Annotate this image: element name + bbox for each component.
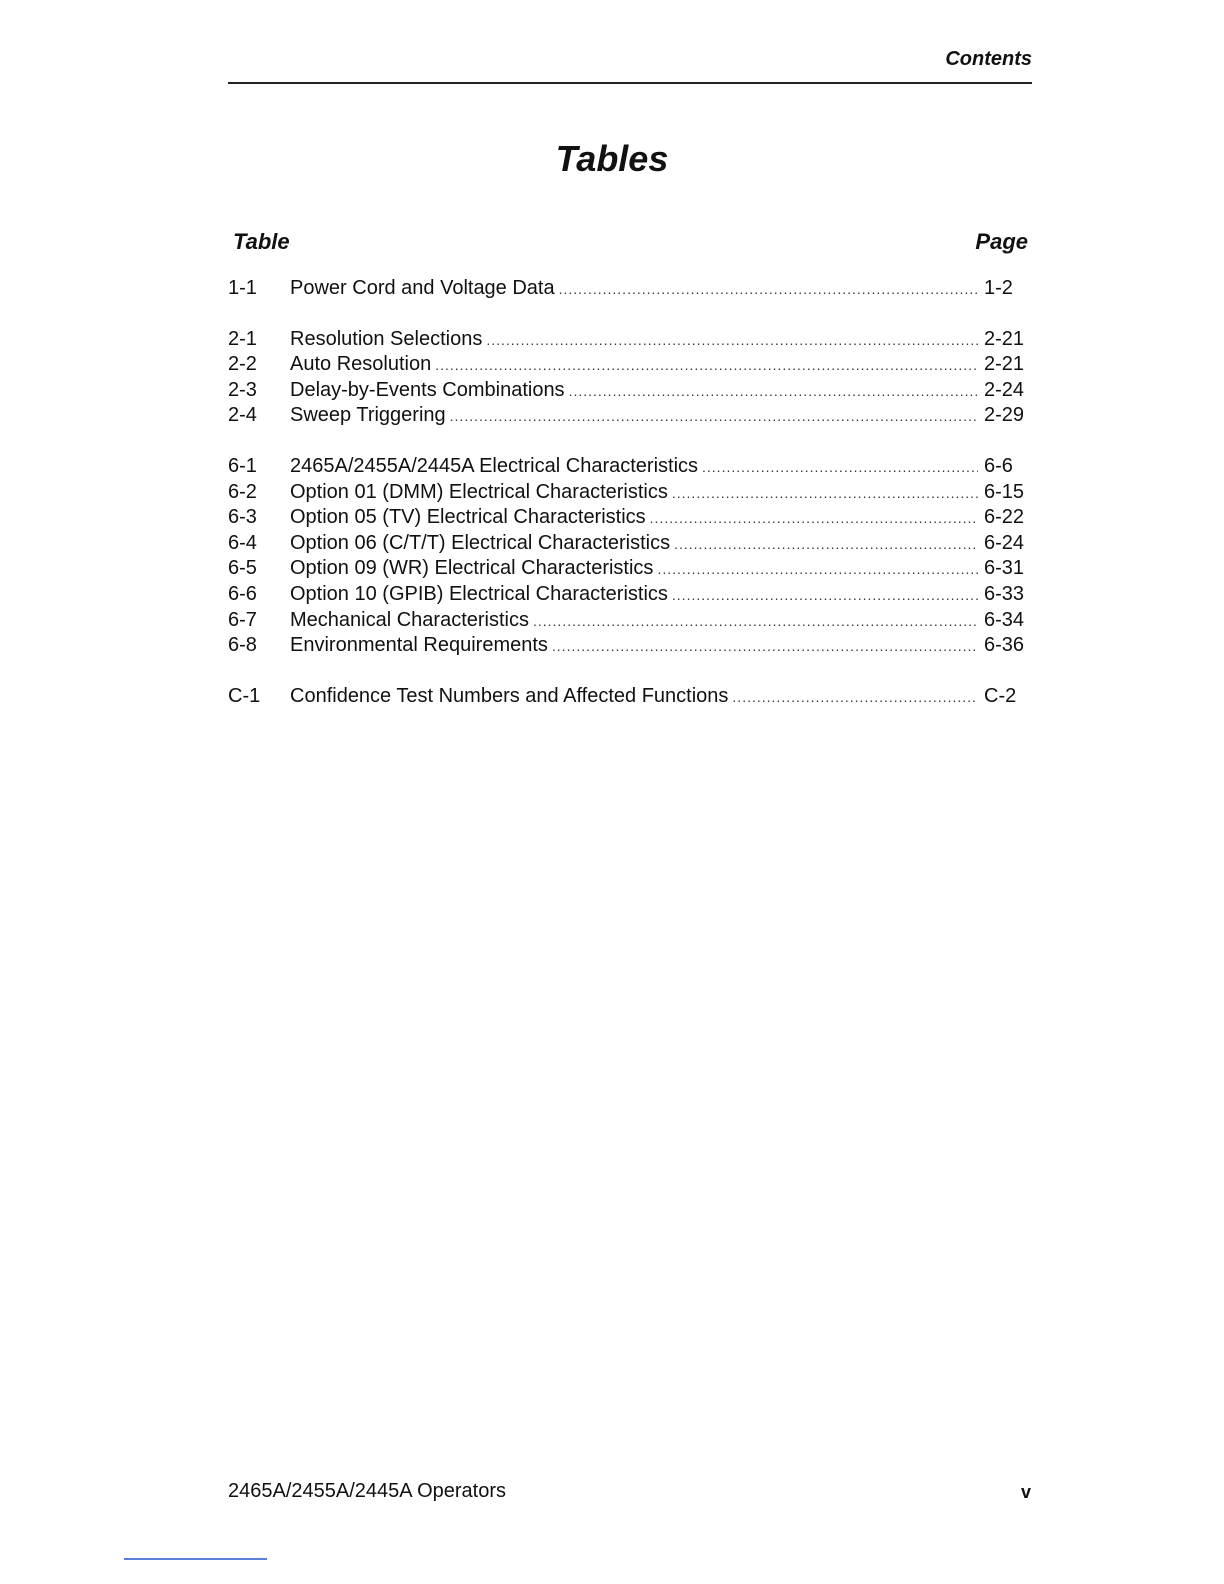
toc-entry-page: 6-6 [984,454,1013,477]
toc-entry-number: 2-2 [228,353,257,376]
toc-entry-title: Mechanical Characteristics [290,608,529,631]
dot-leader [702,459,978,475]
toc-entry-page: 6-22 [984,506,1025,529]
toc-entry-page: 2-29 [984,404,1025,427]
toc-entry-number: 6-6 [228,582,257,605]
section-label: Contents [945,48,1032,70]
toc-entry[interactable] [228,455,1028,481]
toc-entry[interactable] [228,481,1028,507]
toc-entry[interactable] [228,379,1028,405]
toc-entry-title: Confidence Test Numbers and Affected Functions [290,684,729,707]
toc-entry-number: 6-8 [228,634,257,657]
toc-entry[interactable] [228,583,1028,609]
toc-entry-page: 6-24 [984,531,1025,554]
toc-entry-title: Delay-by-Events Combinations [290,378,565,401]
toc-entry-number: 2-3 [228,378,257,401]
page-title: Tables [555,138,669,179]
toc-entry-page: C-2 [984,684,1017,707]
toc-entry[interactable] [228,532,1028,558]
toc-entry[interactable] [228,277,1028,303]
toc-entry[interactable] [228,404,1028,430]
dot-leader [650,510,978,526]
toc-entry[interactable] [228,557,1028,583]
dot-leader [486,332,978,348]
toc-entry-page: 1-2 [984,277,1013,299]
toc-entry[interactable] [228,634,1028,660]
dot-leader [672,587,978,603]
toc-entry-number: 2-1 [228,327,257,350]
toc-entry-title: Option 06 (C/T/T) Electrical Characteristics [290,531,671,554]
dot-leader [435,357,978,373]
toc-group [228,455,1028,660]
toc-entry-number: 6-5 [228,557,257,580]
toc-entry-number: 6-1 [228,454,257,477]
table-column-heading: Table [233,229,290,254]
toc-entry-number: 6-4 [228,531,257,554]
toc-entry-page: 6-33 [984,582,1025,605]
dot-leader [450,408,978,424]
footer-document-title: 2465A/2455A/2445A Operators [228,1480,506,1502]
toc-entry-title: Option 05 (TV) Electrical Characteristics [290,506,646,529]
page-column-heading: Page [975,229,1028,254]
toc-entry-page: 6-36 [984,634,1025,657]
dot-leader [533,613,978,629]
toc-group [228,328,1028,430]
toc-entry-title: Option 01 (DMM) Electrical Characteristics [290,480,668,503]
toc-entry[interactable] [228,506,1028,532]
dot-leader [672,485,978,501]
toc-entry-title: Resolution Selections [290,327,483,350]
toc-entry-number: 2-4 [228,404,257,427]
toc-group [228,685,1028,711]
toc-entry-title: Power Cord and Voltage Data [290,277,555,299]
dot-leader [552,638,978,654]
toc-entry[interactable] [228,353,1028,379]
toc-entry-number: 6-2 [228,480,257,503]
toc-entry-title: Option 09 (WR) Electrical Characteristics [290,557,654,580]
toc-entry-page: 2-24 [984,378,1025,401]
toc-entry-title: Auto Resolution [290,353,432,376]
dot-leader [674,536,978,552]
footer-page-number: v [1020,1482,1031,1502]
toc-entry-number: C-1 [228,684,261,707]
table-of-tables [228,277,1028,735]
toc-entry-title: Option 10 (GPIB) Electrical Characteristics [290,582,668,605]
toc-group [228,277,1028,303]
toc-entry[interactable] [228,685,1028,711]
corner-line [124,1558,267,1560]
page-header [228,48,1032,84]
toc-entry[interactable] [228,609,1028,635]
dot-leader [569,383,978,399]
dot-leader [559,281,978,297]
toc-entry-page: 2-21 [984,327,1025,350]
dot-leader [657,561,978,577]
toc-entry-page: 6-15 [984,480,1025,503]
toc-entry-title: Sweep Triggering [290,404,446,427]
toc-entry-number: 6-7 [228,608,257,631]
dot-leader [732,689,978,705]
toc-entry-title: Environmental Requirements [290,634,548,657]
toc-entry-number: 6-3 [228,506,257,529]
toc-entry-number: 1-1 [228,277,257,299]
toc-entry-page: 6-31 [984,557,1025,580]
toc-entry-title: 2465A/2455A/2445A Electrical Characteristics [290,454,699,477]
toc-entry-page: 6-34 [984,608,1025,631]
toc-entry[interactable] [228,328,1028,354]
toc-entry-page: 2-21 [984,353,1025,376]
